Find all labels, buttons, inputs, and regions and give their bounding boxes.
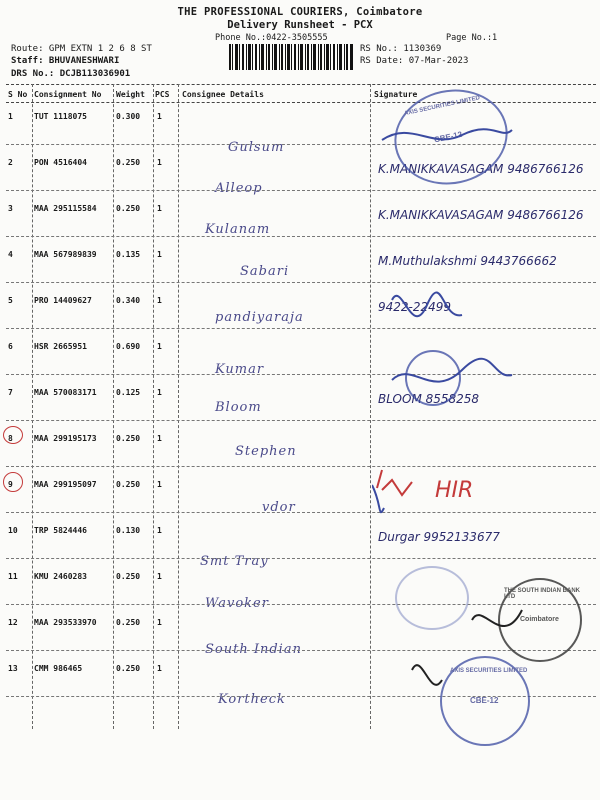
row-consignment-no: MAA 567989839	[34, 250, 97, 259]
consignee-handwriting: Smt Tray	[200, 554, 269, 569]
row-pcs: 1	[157, 112, 162, 121]
company-title: THE PROFESSIONAL COURIERS, Coimbatore	[177, 6, 423, 18]
row-pcs: 1	[157, 250, 162, 259]
row-consignment-no: TRP 5824446	[34, 526, 87, 535]
row-consignment-no: PON 4516404	[34, 158, 87, 167]
consignee-handwriting: Kulanam	[205, 222, 271, 237]
col-divider	[178, 84, 179, 729]
row-sno: 4	[8, 250, 13, 259]
row-sno: 11	[8, 572, 18, 581]
row-consignment-no: MAA 299195173	[34, 434, 97, 443]
phone-number: Phone No.:0422-3505555	[215, 33, 328, 43]
runsheet-title: Delivery Runsheet - PCX	[227, 19, 373, 31]
row-sno: 3	[8, 204, 13, 213]
rs-date: RS Date: 07-Mar-2023	[360, 56, 469, 66]
row-consignment-no: MAA 295115584	[34, 204, 97, 213]
signature-text: BLOOM 8558258	[378, 392, 480, 406]
row-weight: 0.250	[116, 572, 141, 581]
header-top-rule	[6, 84, 596, 85]
row-pcs: 1	[157, 296, 162, 305]
row-sno: 1	[8, 112, 13, 121]
row-weight: 0.300	[116, 112, 141, 121]
row-sno: 5	[8, 296, 13, 305]
row-weight: 0.125	[116, 388, 141, 397]
row-weight: 0.250	[116, 618, 141, 627]
signature-text: HIR	[435, 478, 474, 503]
col-consignment: Consignment No	[34, 90, 102, 99]
consignee-handwriting: Wavoker	[205, 596, 269, 611]
row-consignment-no: MAA 293533970	[34, 618, 97, 627]
row-pcs: 1	[157, 388, 162, 397]
row-consignment-no: HSR 2665951	[34, 342, 87, 351]
col-divider	[370, 84, 371, 729]
col-signature: Signature	[374, 90, 418, 99]
row-weight: 0.690	[116, 342, 141, 351]
row-pcs: 1	[157, 664, 162, 673]
header-bottom-rule	[6, 102, 596, 103]
south-indian-bank-stamp: THE SOUTH INDIAN BANK LTD Coimbatore	[498, 578, 582, 662]
red-mark-circle	[3, 472, 23, 492]
page-number: Page No.:1	[446, 33, 498, 43]
row-sno: 7	[8, 388, 13, 397]
red-mark-circle	[3, 426, 23, 444]
col-sno: S No	[8, 90, 28, 99]
consignee-handwriting: Gulsum	[228, 140, 285, 155]
row-sno: 9	[8, 480, 13, 489]
route-label: Route: GPM EXTN 1 2 6 8 ST	[11, 44, 152, 54]
row-weight: 0.130	[116, 526, 141, 535]
consignee-handwriting: Kumar	[215, 362, 265, 377]
row-sno: 13	[8, 664, 18, 673]
axis-cbe12-stamp: AXIS SECURITIES LIMITED CBE-12	[440, 656, 530, 746]
col-divider	[153, 84, 154, 729]
row-pcs: 1	[157, 526, 162, 535]
row-consignment-no: MAA 570083171	[34, 388, 97, 397]
consignee-handwriting: Bloom	[215, 400, 262, 415]
consignee-handwriting: vdor	[262, 500, 296, 515]
row-weight: 0.135	[116, 250, 141, 259]
row-sno: 2	[8, 158, 13, 167]
row-consignment-no: TUT 1118075	[34, 112, 87, 121]
signature-text: 9422-22499	[378, 300, 452, 314]
col-divider	[113, 84, 114, 729]
row-pcs: 1	[157, 572, 162, 581]
col-divider	[32, 84, 33, 729]
row-consignment-no: MAA 299195097	[34, 480, 97, 489]
consignee-handwriting: South Indian	[205, 642, 302, 657]
signature-text: K.MANIKKAVASAGAM 9486766126	[378, 208, 584, 222]
drs-number: DRS No.: DCJB113036901	[11, 69, 131, 79]
signature-text: K.MANIKKAVASAGAM 9486766126	[378, 162, 584, 176]
col-weight: Weight	[116, 90, 145, 99]
row-sno: 10	[8, 526, 18, 535]
row-weight: 0.250	[116, 434, 141, 443]
signature-text: Durgar 9952133677	[378, 530, 500, 544]
rs-number: RS No.: 1130369	[360, 44, 442, 54]
row-consignment-no: CMM 986465	[34, 664, 83, 673]
barcode-image	[229, 44, 353, 70]
row-sno: 12	[8, 618, 18, 627]
consignee-handwriting: Stephen	[235, 444, 297, 459]
row-pcs: 1	[157, 618, 162, 627]
staff-label: Staff: BHUVANESHWARI	[11, 56, 120, 66]
row-pcs: 1	[157, 158, 162, 167]
row-pcs: 1	[157, 204, 162, 213]
col-pcs: PCS	[155, 90, 170, 99]
row-consignment-no: PRO 14409627	[34, 296, 92, 305]
col-consignee: Consignee Details	[182, 90, 264, 99]
row-weight: 0.250	[116, 204, 141, 213]
row-consignment-no: KMU 2460283	[34, 572, 87, 581]
row-weight: 0.250	[116, 158, 141, 167]
row-sno: 6	[8, 342, 13, 351]
consignee-handwriting: pandiyaraja	[215, 310, 304, 325]
row-pcs: 1	[157, 434, 162, 443]
row-weight: 0.340	[116, 296, 141, 305]
consignee-handwriting: Sabari	[240, 264, 290, 279]
row-sno: 8	[8, 434, 13, 443]
axis-securities-stamp: AXIS SECURITIES LIMITED CBE-12	[385, 79, 516, 195]
row-pcs: 1	[157, 480, 162, 489]
consignee-handwriting: Kortheck	[218, 692, 286, 707]
row-pcs: 1	[157, 342, 162, 351]
consignee-handwriting: Alleop	[215, 181, 263, 196]
signature-text: M.Muthulakshmi 9443766662	[378, 254, 557, 268]
row-weight: 0.250	[116, 664, 141, 673]
row-weight: 0.250	[116, 480, 141, 489]
signature-scribbles	[372, 110, 532, 710]
